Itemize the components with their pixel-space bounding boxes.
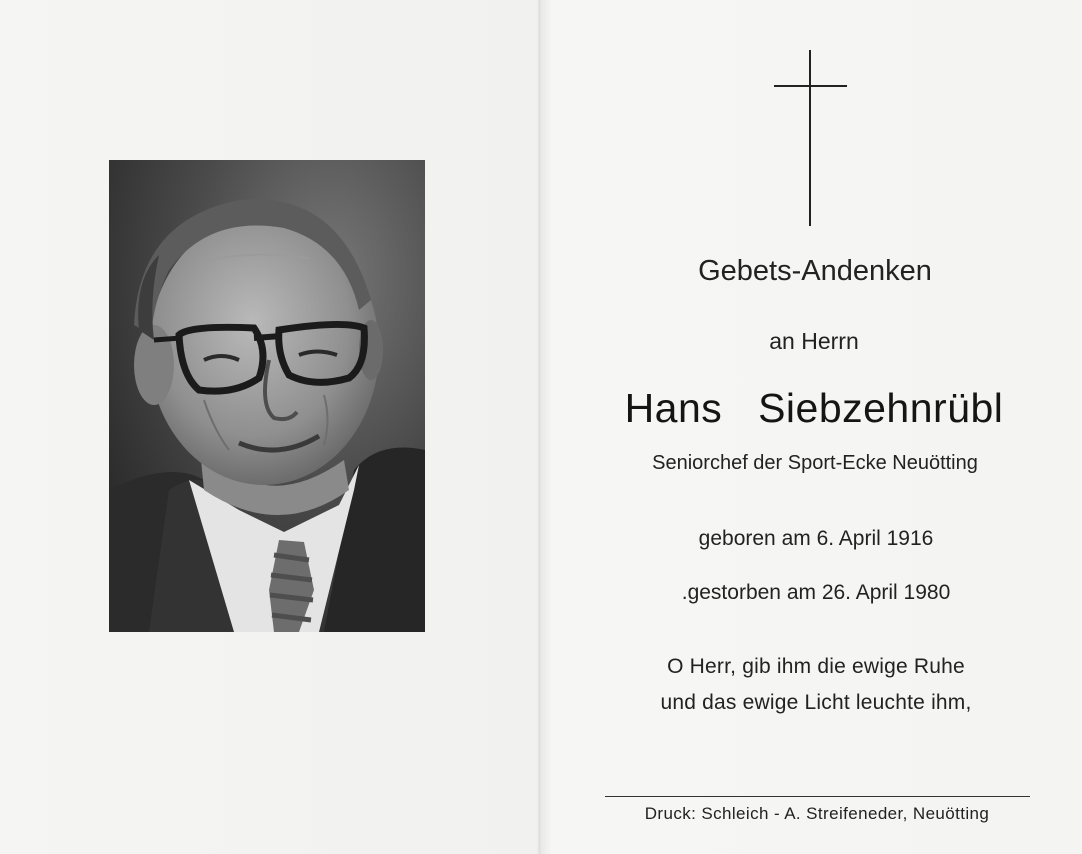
birth-date: geboren am 6. April 1916 (698, 527, 934, 550)
card-title: Gebets-Andenken (698, 255, 932, 287)
deceased-name: Hans Siebzehnrübl (624, 385, 1004, 431)
salutation: an Herrn (769, 328, 859, 354)
deceased-role: Seniorchef der Sport-Ecke Neuötting (652, 452, 978, 474)
card-fold (538, 0, 541, 854)
cross-icon-bar (774, 85, 847, 87)
prayer-line-1: O Herr, gib ihm die ewige Ruhe (667, 655, 965, 678)
death-date: .gestorben am 26. April 1980 (681, 581, 951, 604)
prayer-line-2: und das ewige Licht leuchte ihm, (660, 691, 972, 714)
portrait-photo (109, 160, 425, 632)
portrait-illustration (109, 160, 425, 632)
footer-divider (605, 796, 1030, 797)
printer-credit: Druck: Schleich - A. Streifeneder, Neuötting (644, 804, 990, 823)
cross-icon (809, 50, 811, 226)
